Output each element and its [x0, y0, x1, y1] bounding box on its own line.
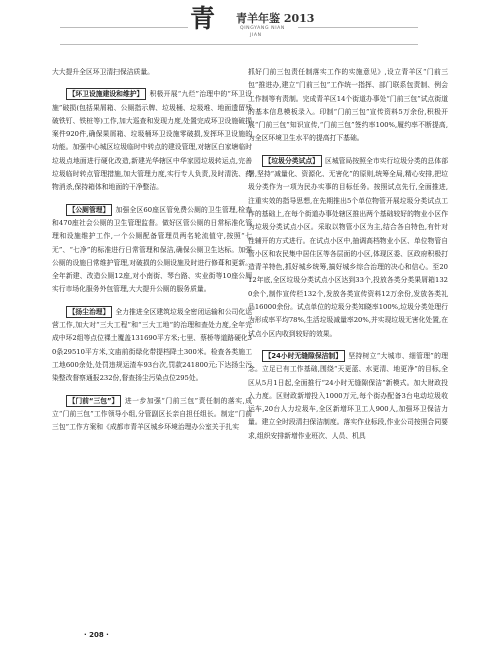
section-waste-sorting [248, 155, 448, 341]
section-heading: 【垃圾分类试点】 [262, 155, 322, 167]
section-heading: 【公厕管理】 [66, 204, 113, 216]
logo-subtitle-en: QINGYANG NIAN [240, 26, 285, 31]
section-heading: 【扬尘治理】 [66, 306, 113, 318]
right-column [248, 66, 448, 443]
section-public-toilets [52, 204, 252, 297]
paragraph-text: 抓好门前三包责任制落实工作的实施意见》,设立青羊区“门前三包”推进办,建立“门前三包”工作统一指挥、部门联系包责制、例会工作制等有责制。完成青羊区14个街道办事处“门前三包”试点街道的基本信息模板录入。印制“门前三包”宣传资料5万余份,积极开展“门前三包”知识宣传,“门前三包”签约率100%,履约率不断提高,为全区环境卫生水平的提高打下基础。 [248, 68, 448, 143]
paragraph-text: 加强全区60座区管免费公厕的卫生管理,检查和470座社会公厕的卫生管理监督。做好区管公厕的日常标准化管理和设施维护工作,一个公厕配备管理员两名轮流值守,按照“七无”、“七净”的标准进行日常管理和保洁,确保公厕卫生达标。加强公厕的设施日常维护管理,对破损的公厕设施及时进行修葺和更新。全年新建、改造公厕12座,对小南街、琴台路、实业街等10座公厕实行市场化服务外包管理,大大提升公厕的服务质量。 [52, 205, 252, 294]
section-heading: 【环卫设施建设和维护】 [66, 88, 147, 100]
section-heading: 【24小时无缝隙保洁制】 [262, 350, 345, 362]
logo-subtitle-en-2: JIAN [250, 33, 262, 38]
paragraph-continued [248, 66, 448, 146]
section-heading: 【门前“三包”】 [66, 395, 122, 407]
logo-title: 青羊年鉴 2013 [236, 12, 315, 25]
paragraph-text: 积极开展“九烂”治理中的“环卫设施”破损(包括果屑箱、公厕指示牌、垃圾桶、垃圾堆、地面遗留残破铁钉、铁桩等)工作,加大巡查和发现力度,处置完成环卫设施破损案件920件,确保果屑箱、垃圾桶环卫设施零破损,发挥环卫设施的功能。加强中心城区垃圾临时中转点的建设管理,对辖区白家塘临时垃圾点地面进行硬化改造,新建光华辖区中华家园垃圾转运点,完善垃圾临时转点管理措施,加大管理力度,实行专人负责,及时清洗、药物消杀,保持箱体和地面的干净整洁。 [52, 90, 252, 192]
header-rule-bottom [60, 44, 418, 45]
paragraph-text: 全力推进全区建筑垃圾全密闭运输和公司化运营工作,加大对“三大工程”和“三大工地”的治理和查处力度,全年完成中环2组等点位裸土覆盖131690平方米;七里、蔡桥等道路硬化30条29510平方米,文庙前街绿化带提档降土300米。检查各类施工工地600余处,处罚违规运渣车93台次,罚款241800元;下达扬尘污染整改督察通报232份,督查扬尘污染点位295处。 [52, 307, 253, 383]
section-three-guarantees [52, 395, 252, 435]
yearbook-logo [188, 4, 315, 42]
paragraph-text: 坚持树立“大城市、细管理”的理念。立足已有工作基础,围绕“天更蓝、水更清、地更净”的目标,全区从5月1日起,全面推行“24小时无缝隙保洁”新模式。加大财政投入力度。区财政新增投入1000万元,每个街办配备3台电动垃圾收运车,20台人力垃圾车,全区新增环卫工人900人,加强环卫保洁力量。建立全时段清扫保洁制度。落实作业标段,作业公司按照合同要求,组织安排新增作业班次、人员、机具 [248, 351, 448, 440]
paragraph-text: 区城管局按照全市实行垃圾分类的总体部署,坚持“减量化、资源化、无害化”的原则,统筹全局,精心安排,把垃圾分类作为一项为民办实事的目标任务。按照试点先行,全面推进,注重实效的指导思想,在先期推出5个单位物管开展垃圾分类试点工作的基础上,在每个街道办事处辖区推出两个基础较好的物业小区作为垃圾分类试点小区。采取以物管小区为主,结合各自特色,有针对性辅开的方式进行。在试点小区中,抽调高档物业小区、单位物管自管小区和农民集中居住区等各层面的小区,体现区委、区政府积极打造青羊特色,抓好城乡统筹,搞好城乡综合治理的决心和信心。至2012年底,全区垃圾分类试点小区达到33个,投放各类分类果屑箱1320余个,制作宣传栏132个,发放各类宣传资料12万余份,发放各类礼品16000余份。试点单位的垃圾分类知晓率100%,垃圾分类处理行为形成率平均78%,生活垃圾减量率20%,并实现垃圾无害化处置,在试点小区内收到较好的效果。 [248, 156, 448, 338]
paragraph-continued [52, 66, 252, 79]
paragraph-text: 大大提升全区环卫清扫保洁质量。 [52, 68, 154, 76]
section-dust-control [52, 306, 252, 386]
page-number: · 208 · [84, 631, 109, 639]
logo-calligraphy-glyph: 青 [190, 4, 215, 33]
paragraph-text: 进一步加强“门前三包”责任制的落实,成立“门前三包”工作领导小组,分管副区长亲自担任组长。制定“门前三包”工作方案和《成都市青羊区城乡环境治理办公室关于扎实 [52, 396, 252, 432]
left-column [52, 66, 252, 434]
section-24h-cleaning [248, 350, 448, 443]
section-sanitation-facilities [52, 88, 252, 194]
